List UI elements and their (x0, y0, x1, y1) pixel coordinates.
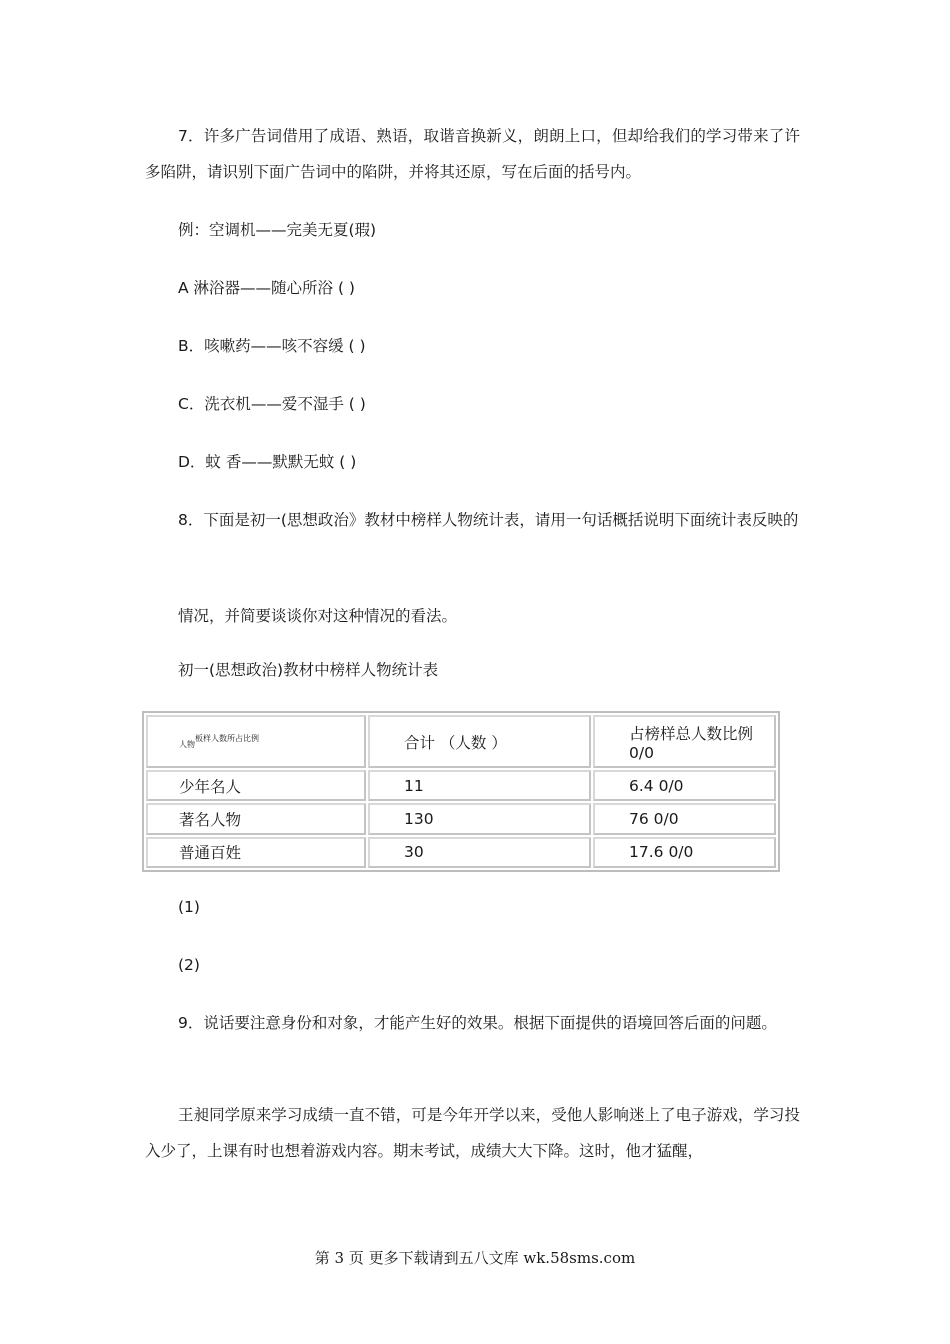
table-header-cell (146, 715, 366, 768)
table-header-percent: 占榜样总人数比例 0/0 (593, 715, 776, 768)
table-cell-count: 11 (368, 770, 591, 801)
header-label-ratio: 板样人数所占比例 (195, 733, 259, 743)
question-7-example: 例：空调机——完美无夏(瑕) (178, 221, 377, 239)
table-cell-percent: 17.6 0/0 (593, 837, 776, 868)
question-7-option-a: A 淋浴器——随心所浴 ( ) (178, 279, 355, 297)
question-8-text-continued: 情况，并简要谈谈你对这种情况的看法。 (178, 607, 458, 625)
table-title: 初一(思想政治)教材中榜样人物统计表 (178, 661, 439, 679)
table-header-total: 合计 （人数 ） (368, 715, 591, 768)
question-7-option-b: B．咳嗽药——咳不容缓 ( ) (178, 337, 366, 355)
page-footer: 第 3 页 更多下载请到五八文库 wk.58sms.com (314, 1249, 636, 1267)
table-cell-category: 少年名人 (146, 770, 366, 801)
answer-2: (2) (178, 956, 200, 974)
question-8-text: 8．下面是初一(思想政治》教材中榜样人物统计表，请用一句话概括说明下面统计表反映的 (178, 511, 799, 529)
question-7-option-c: C．洗衣机——爱不湿手 ( ) (178, 395, 366, 413)
question-9-text: 9．说话要注意身份和对象，才能产生好的效果。根据下面提供的语境回答后面的问题。 (178, 1014, 777, 1032)
table-row (146, 803, 776, 834)
table-cell-count: 130 (368, 803, 591, 834)
table-row (146, 770, 776, 801)
statistics-table (142, 711, 780, 872)
header-label-people: 人物 (179, 739, 195, 749)
table-row (146, 837, 776, 868)
table-cell-category: 普通百姓 (146, 837, 366, 868)
answer-1: (1) (178, 898, 200, 916)
table-cell-category: 著名人物 (146, 803, 366, 834)
table-header-row (146, 715, 776, 768)
table-cell-percent: 76 0/0 (593, 803, 776, 834)
question-9-passage: 王昶同学原来学习成绩一直不错，可是今年开学以来，受他人影响迷上了电子游戏，学习投入少了，上课有时也想着游戏内容。期末考试，成绩大大下降。这时，他才猛醒， (145, 1106, 800, 1160)
table-cell-percent: 6.4 0/0 (593, 770, 776, 801)
question-7-option-d: D．蚊 香——默默无蚊 ( ) (178, 453, 357, 471)
table-cell-count: 30 (368, 837, 591, 868)
question-7-text: 7．许多广告词借用了成语、熟语，取谐音换新义，朗朗上口，但却给我们的学习带来了许多陷阱，请识别下面广告词中的陷阱，并将其还原，写在后面的括号内。 (145, 127, 800, 181)
